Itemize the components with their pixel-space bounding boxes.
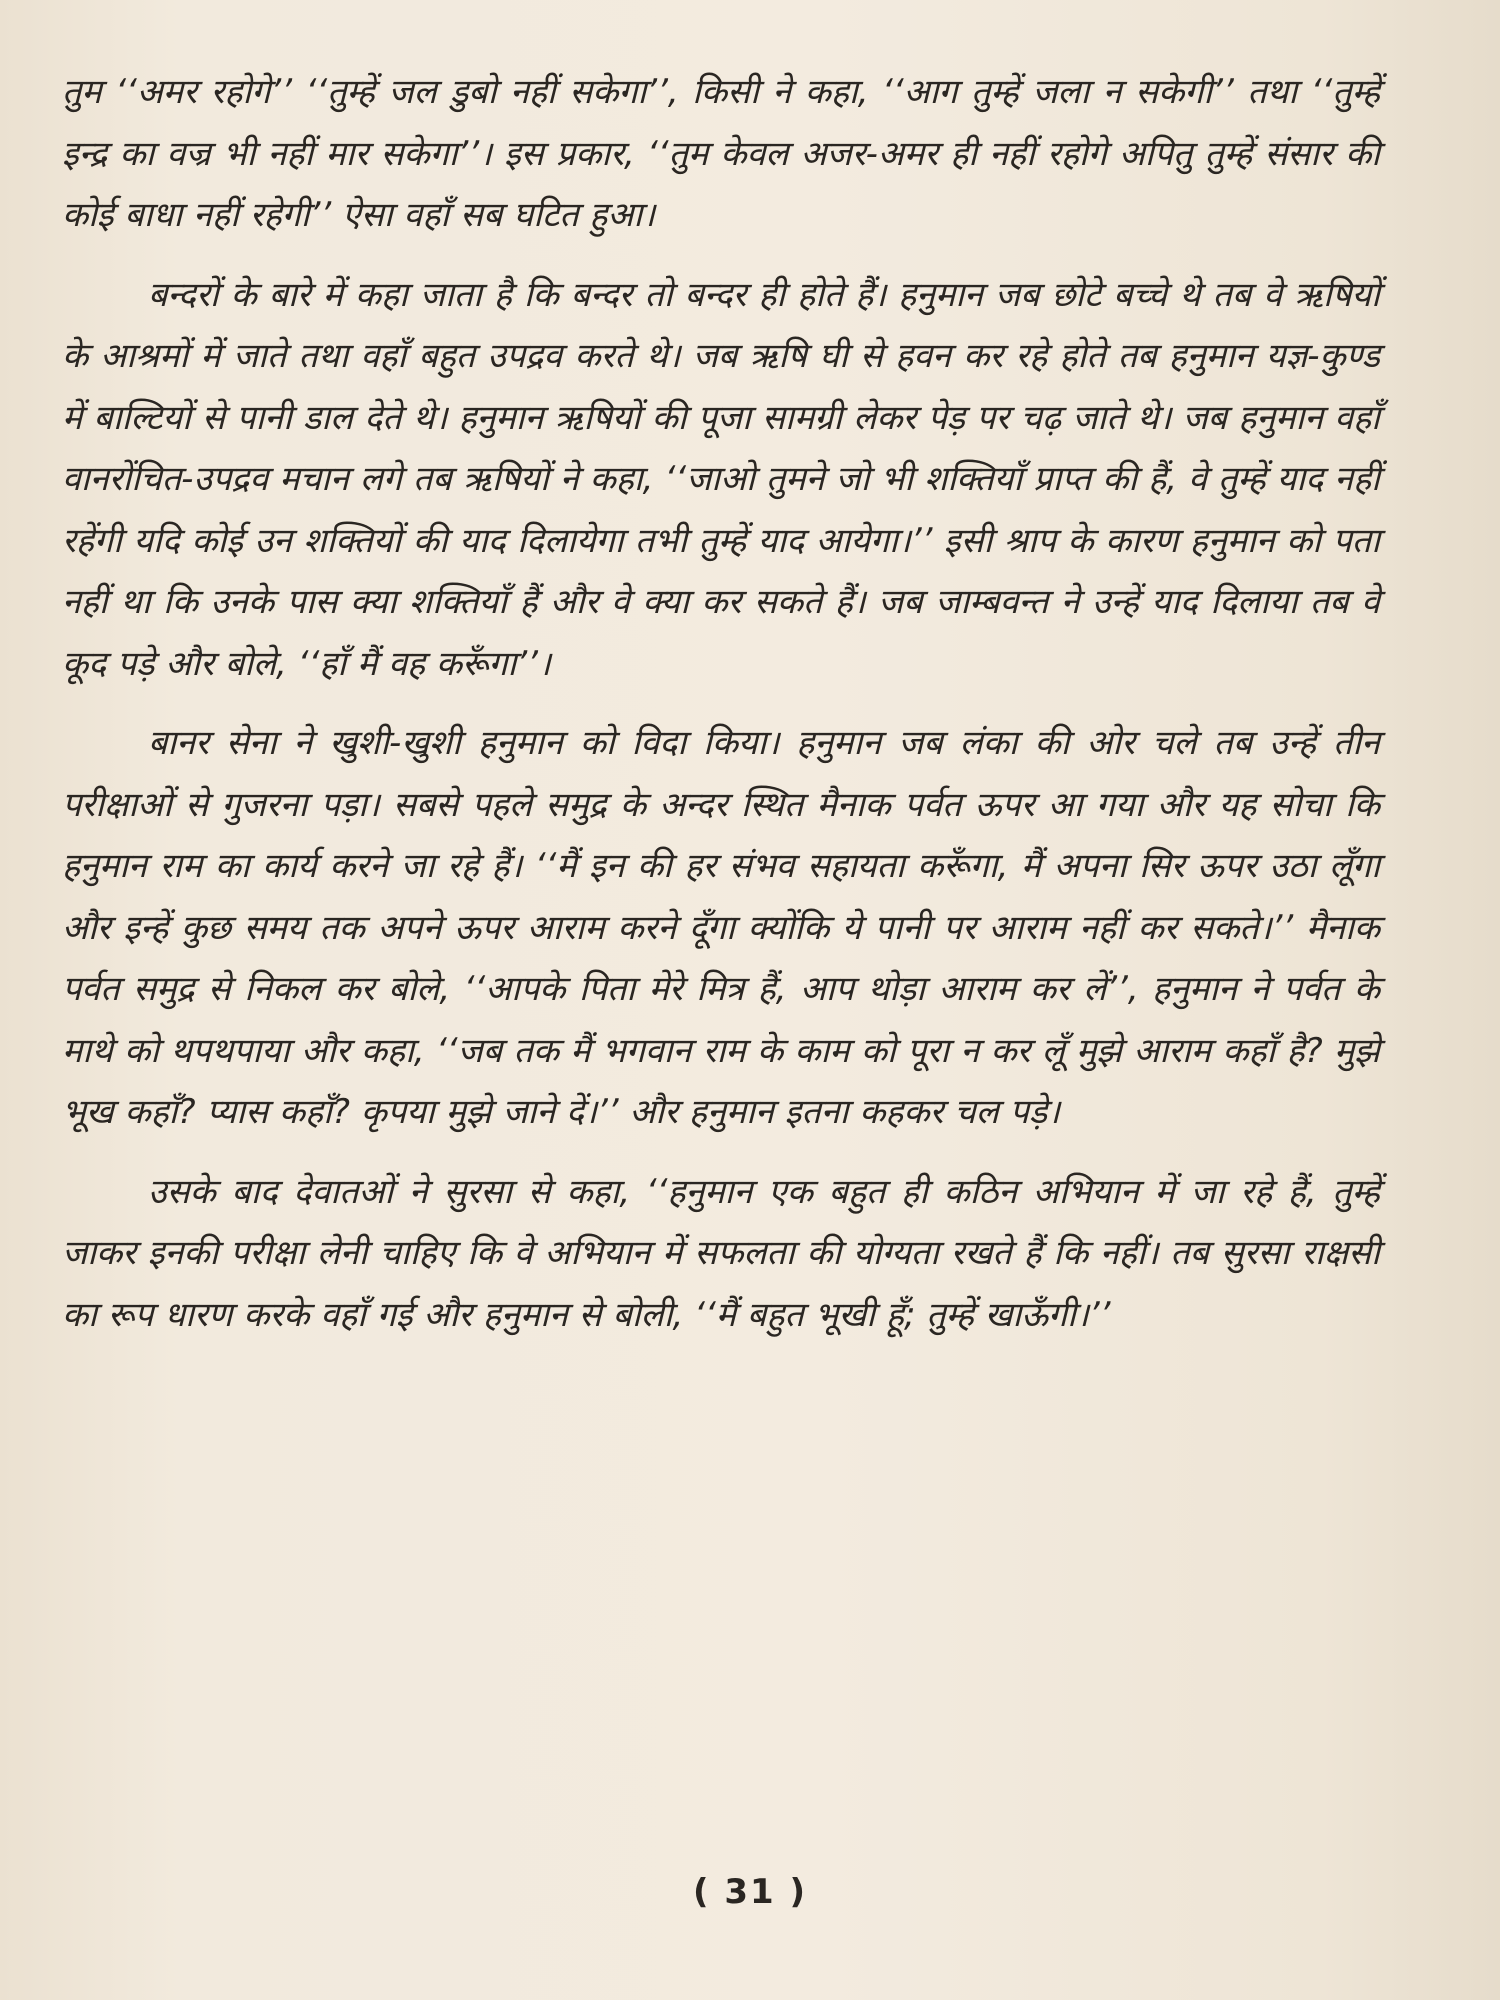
paragraph-2: बन्दरों के बारे में कहा जाता है कि बन्दर तो बन्दर ही होते हैं। हनुमान जब छोटे बच्चे थे तब वे ऋषियों के आश्रमों में जाते तथा वहाँ बहुत उपद्रव करते थे। जब ऋषि घी से हवन कर रहे होते तब हनुमान यज्ञ-कुण्ड में बाल्टियों से पानी डाल देते थे। हनुमान ऋषियों की पूजा सामग्री लेकर पेड़ पर चढ़ जाते थे। जब हनुमान वहाँ वानरोंचित-उपद्रव मचान लगे तब ऋषियों ने कहा, ‘‘जाओ तुमने जो भी शक्तियाँ प्राप्त की हैं, वे तुम्हें याद नहीं रहेंगी यदि कोई उन शक्तियों की याद दिलायेगा तभी तुम्हें याद आयेगा।’’ इसी श्राप के कारण हनुमान को पता नहीं था कि उनके पास क्या शक्तियाँ हैं और वे क्या कर सकते हैं। जब जाम्बवन्त ने उन्हें याद दिलाया तब वे कूद पड़े और बोले, ‘‘हाँ मैं वह करूँगा’’। xyxy=(62,274,1380,684)
paragraph-1: तुम ‘‘अमर रहोगे’’ ‘‘तुम्हें जल डुबो नहीं सकेगा’’, किसी ने कहा, ‘‘आग तुम्हें जला न सकेगी’’ तथा ‘‘तुम्हें इन्द्र का वज्र भी नहीं मार सकेगा’’। इस प्रकार, ‘‘तुम केवल अजर-अमर ही नहीं रहोगे अपितु तुम्हें संसार की कोई बाधा नहीं रहेगी’’ ऐसा वहाँ सब घटित हुआ। xyxy=(62,72,1380,235)
body-text xyxy=(62,62,1380,1346)
paragraph-4: उसके बाद देवातओं ने सुरसा से कहा, ‘‘हनुमान एक बहुत ही कठिन अभियान में जा रहे हैं, तुम्हें जाकर इनकी परीक्षा लेनी चाहिए कि वे अभियान में सफलता की योग्यता रखते हैं कि नहीं। तब सुरसा राक्षसी का रूप धारण करके वहाँ गई और हनुमान से बोली, ‘‘मैं बहुत भूखी हूँ; तुम्हें खाऊँगी।’’ xyxy=(62,1171,1380,1335)
paragraph-3: बानर सेना ने खुशी-खुशी हनुमान को विदा किया। हनुमान जब लंका की ओर चले तब उन्हें तीन परीक्षाओं से गुजरना पड़ा। सबसे पहले समुद्र के अन्दर स्थित मैनाक पर्वत ऊपर आ गया और यह सोचा कि हनुमान राम का कार्य करने जा रहे हैं। ‘‘मैं इन की हर संभव सहायता करूँगा, मैं अपना सिर ऊपर उठा लूँगा और इन्हें कुछ समय तक अपने ऊपर आराम करने दूँगा क्योंकि ये पानी पर आराम नहीं कर सकते।’’ मैनाक पर्वत समुद्र से निकल कर बोले, ‘‘आपके पिता मेरे मित्र हैं, आप थोड़ा आराम कर लें’’, हनुमान ने पर्वत के माथे को थपथपाया और कहा, ‘‘जब तक मैं भगवान राम के काम को पूरा न कर लूँ मुझे आराम कहाँ है? मुझे भूख कहाँ? प्यास कहाँ? कृपया मुझे जाने दें।’’ और हनुमान इतना कहकर चल पड़े। xyxy=(62,723,1380,1132)
page-number: ( 31 ) xyxy=(692,1872,808,1912)
